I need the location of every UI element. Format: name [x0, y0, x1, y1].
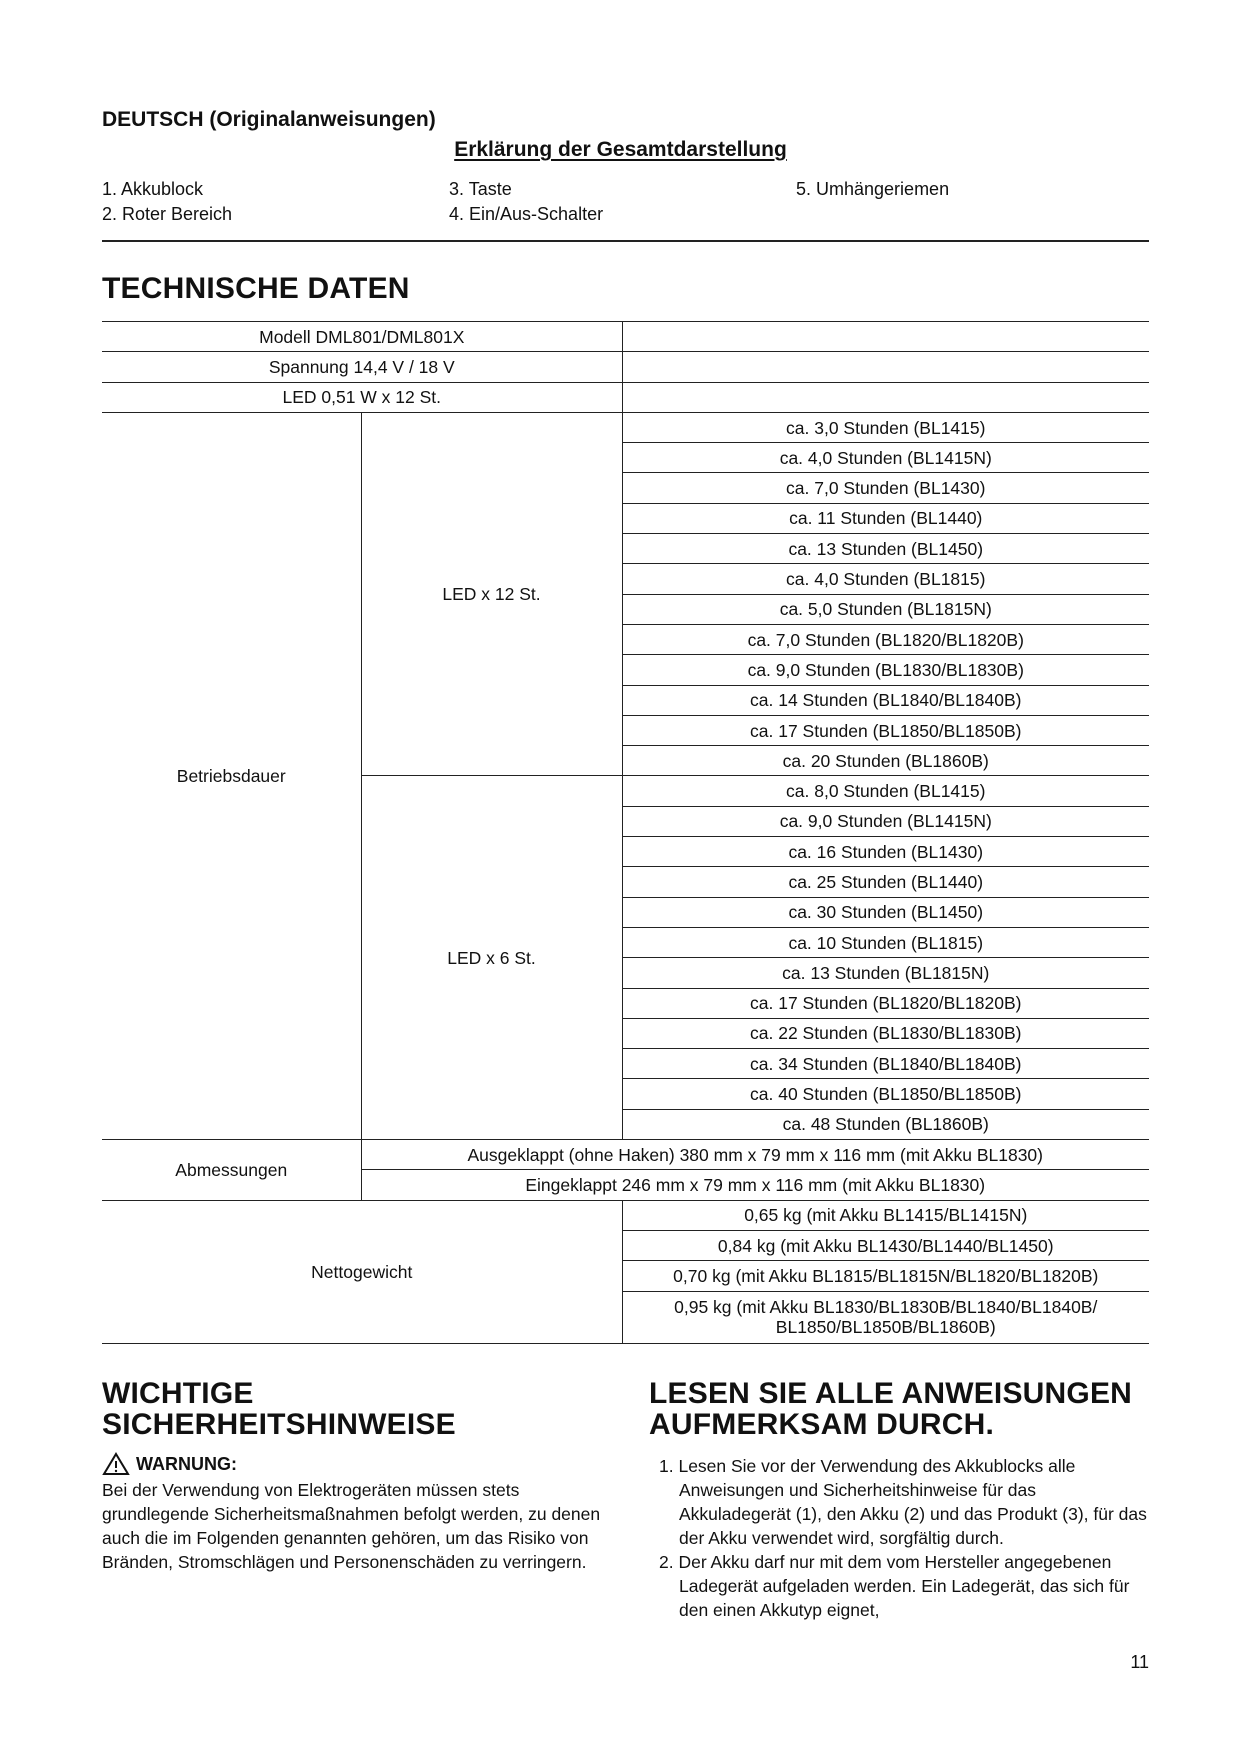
- parts-column-2: [449, 177, 603, 227]
- runtime-cell: ca. 40 Stunden (BL1850/BL1850B): [622, 1079, 1149, 1109]
- runtime-cell: ca. 10 Stunden (BL1815): [622, 927, 1149, 957]
- page-number: 11: [1130, 1652, 1149, 1672]
- runtime-cell: ca. 22 Stunden (BL1830/BL1830B): [622, 1018, 1149, 1048]
- read-title-line: LESEN SIE ALLE ANWEISUNGEN: [649, 1377, 1133, 1410]
- spec-row-led: [102, 382, 1149, 412]
- runtime-cell: ca. 11 Stunden (BL1440): [622, 503, 1149, 533]
- runtime-row: [102, 412, 1149, 442]
- runtime-cell: ca. 13 Stunden (BL1450): [622, 534, 1149, 564]
- runtime-cell: ca. 9,0 Stunden (BL1830/BL1830B): [622, 655, 1149, 685]
- read-section: [649, 1378, 1149, 1622]
- dimensions-label: Abmessungen: [102, 1140, 361, 1201]
- warning-triangle-icon: [102, 1452, 130, 1476]
- specs-title: TECHNISCHE DATEN: [102, 272, 410, 305]
- weight-label: Nettogewicht: [102, 1200, 622, 1343]
- list-item: 2. Der Akku darf nur mit dem vom Hersteller angegebenen Ladegerät aufgeladen werden. Ein Ladegerät, das sich für den einen Akkutyp eignet,: [659, 1552, 1130, 1620]
- runtime-label: Betriebsdauer: [102, 412, 361, 1139]
- part-item: 5. Umhängeriemen: [796, 179, 950, 199]
- led12-label: LED x 12 St.: [361, 412, 622, 776]
- dim-closed-cell: Eingeklappt 246 mm x 79 mm x 116 mm (mit Akku BL1830): [361, 1170, 1149, 1200]
- runtime-cell: ca. 30 Stunden (BL1450): [622, 897, 1149, 927]
- read-list: [649, 1454, 1149, 1622]
- safety-title-line: SICHERHEITSHINWEISE: [102, 1408, 456, 1441]
- read-title: [649, 1378, 1149, 1440]
- dim-open-cell: Ausgeklappt (ohne Haken) 380 mm x 79 mm x 116 mm (mit Akku BL1830): [361, 1140, 1149, 1170]
- runtime-cell: ca. 4,0 Stunden (BL1815): [622, 564, 1149, 594]
- runtime-cell: ca. 20 Stunden (BL1860B): [622, 746, 1149, 776]
- safety-section: [102, 1378, 602, 1574]
- runtime-cell: ca. 8,0 Stunden (BL1415): [622, 776, 1149, 806]
- runtime-cell: ca. 5,0 Stunden (BL1815N): [622, 594, 1149, 624]
- spec-row-model: [102, 322, 1149, 352]
- read-title-line: AUFMERKSAM DURCH.: [649, 1408, 995, 1441]
- part-item: 1. Akkublock: [102, 179, 204, 199]
- weight-cell: 0,84 kg (mit Akku BL1430/BL1440/BL1450): [622, 1230, 1149, 1260]
- runtime-cell: ca. 16 Stunden (BL1430): [622, 837, 1149, 867]
- runtime-cell: ca. 7,0 Stunden (BL1820/BL1820B): [622, 624, 1149, 654]
- warning-label: WARNUNG:: [136, 1453, 237, 1474]
- runtime-cell: ca. 25 Stunden (BL1440): [622, 867, 1149, 897]
- empty-cell: [622, 352, 1149, 382]
- parts-column-1: [102, 177, 232, 227]
- empty-cell: [622, 382, 1149, 412]
- safety-title: [102, 1378, 602, 1440]
- runtime-cell: ca. 3,0 Stunden (BL1415): [622, 412, 1149, 442]
- led6-label: LED x 6 St.: [361, 776, 622, 1140]
- overview-title: Erklärung der Gesamtdarstellung: [454, 138, 787, 161]
- voltage-cell: Spannung 14,4 V / 18 V: [102, 352, 622, 382]
- weight-cell: 0,65 kg (mit Akku BL1415/BL1415N): [622, 1200, 1149, 1230]
- weight-cell: 0,95 kg (mit Akku BL1830/BL1830B/BL1840/BL1840B/ BL1850/BL1850B/BL1860B): [622, 1291, 1149, 1343]
- runtime-cell: ca. 17 Stunden (BL1850/BL1850B): [622, 715, 1149, 745]
- runtime-cell: ca. 9,0 Stunden (BL1415N): [622, 806, 1149, 836]
- empty-cell: [622, 322, 1149, 352]
- parts-column-3: [796, 177, 949, 202]
- runtime-cell: ca. 48 Stunden (BL1860B): [622, 1109, 1149, 1139]
- part-item: 4. Ein/Aus-Schalter: [449, 204, 604, 224]
- spec-row-voltage: [102, 352, 1149, 382]
- warning-text: Bei der Verwendung von Elektrogeräten müssen stets grundlegende Sicherheitsmaßnahmen befolgt werden, zu denen auch die im Folgenden genannten gehören, um das Risiko von Bränden, Stromschlägen und Personenschäden zu verringern.: [102, 1480, 601, 1572]
- safety-title-line: WICHTIGE: [102, 1377, 254, 1410]
- led-cell: LED 0,51 W x 12 St.: [102, 382, 622, 412]
- runtime-cell: ca. 14 Stunden (BL1840/BL1840B): [622, 685, 1149, 715]
- runtime-cell: ca. 17 Stunden (BL1820/BL1820B): [622, 988, 1149, 1018]
- runtime-cell: ca. 7,0 Stunden (BL1430): [622, 473, 1149, 503]
- language-heading: DEUTSCH (Originalanweisungen): [102, 108, 436, 131]
- runtime-cell: ca. 13 Stunden (BL1815N): [622, 958, 1149, 988]
- divider: [102, 240, 1149, 242]
- weight-row: [102, 1200, 1149, 1230]
- model-cell: Modell DML801/DML801X: [102, 322, 622, 352]
- list-item: 1. Lesen Sie vor der Verwendung des Akkublocks alle Anweisungen und Sicherheitshinweise für das Akkuladegerät (1), den Akku (2) und das Produkt (3), für das der Akku verwendet wird, sorgfältig durch.: [659, 1456, 1147, 1548]
- part-item: 2. Roter Bereich: [102, 204, 233, 224]
- runtime-cell: ca. 34 Stunden (BL1840/BL1840B): [622, 1049, 1149, 1079]
- warning-heading: [102, 1452, 602, 1476]
- dimensions-row: [102, 1140, 1149, 1170]
- part-item: 3. Taste: [449, 179, 512, 199]
- specs-table: [102, 321, 1149, 1344]
- weight-cell: 0,70 kg (mit Akku BL1815/BL1815N/BL1820/BL1820B): [622, 1261, 1149, 1291]
- runtime-cell: ca. 4,0 Stunden (BL1415N): [622, 443, 1149, 473]
